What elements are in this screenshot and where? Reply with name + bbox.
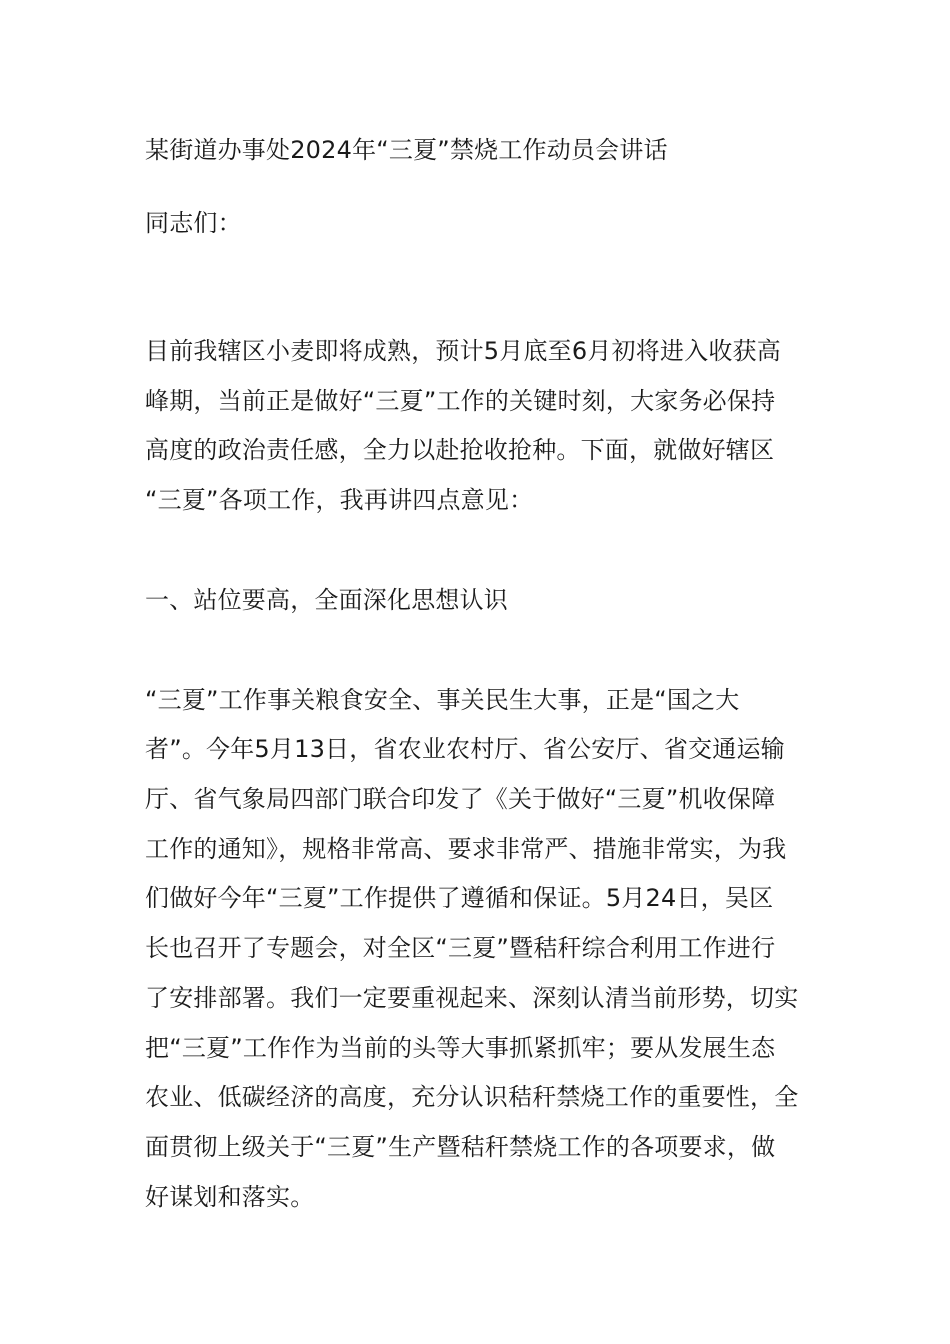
paragraph-line: 面贯彻上级关于“三夏”生产暨秸秆禁烧工作的各项要求，做 — [145, 1133, 776, 1161]
paragraph-line: 把“三夏”工作作为当前的头等大事抓紧抓牢；要从发展生态 — [145, 1034, 776, 1062]
paragraph-line: 峰期，当前正是做好“三夏”工作的关键时刻，大家务必保持 — [145, 387, 776, 415]
paragraph-line: “三夏”工作事关粮食安全、事关民生大事，正是“国之大 — [145, 686, 740, 714]
paragraph-line: 厅、省气象局四部门联合印发了《关于做好“三夏”机收保障 — [145, 785, 776, 813]
section-heading: 一、站位要高，全面深化思想认识 — [145, 586, 508, 614]
paragraph-line: “三夏”各项工作，我再讲四点意见： — [145, 486, 534, 514]
paragraph-line: 长也召开了专题会，对全区“三夏”暨秸秆综合利用工作进行 — [145, 934, 776, 962]
paragraph-line: 们做好今年“三夏”工作提供了遵循和保证。5月24日，吴区 — [145, 884, 774, 912]
paragraph-line: 者”。今年5月13日，省农业农村厅、省公安厅、省交通运输 — [145, 735, 785, 763]
paragraph-line: 了安排部署。我们一定要重视起来、深刻认清当前形势，切实 — [145, 984, 799, 1012]
document-title: 某街道办事处2024年“三夏”禁烧工作动员会讲话 — [145, 136, 668, 164]
paragraph-line: 高度的政治责任感，全力以赴抢收抢种。下面，就做好辖区 — [145, 436, 775, 464]
paragraph-line: 农业、低碳经济的高度，充分认识秸秆禁烧工作的重要性，全 — [145, 1083, 799, 1111]
paragraph-line: 工作的通知》，规格非常高、要求非常严、措施非常实，为我 — [145, 835, 787, 863]
paragraph-line: 目前我辖区小麦即将成熟，预计5月底至6月初将进入收获高 — [145, 337, 781, 365]
salutation: 同志们： — [145, 209, 242, 237]
paragraph-line: 好谋划和落实。 — [145, 1183, 315, 1211]
